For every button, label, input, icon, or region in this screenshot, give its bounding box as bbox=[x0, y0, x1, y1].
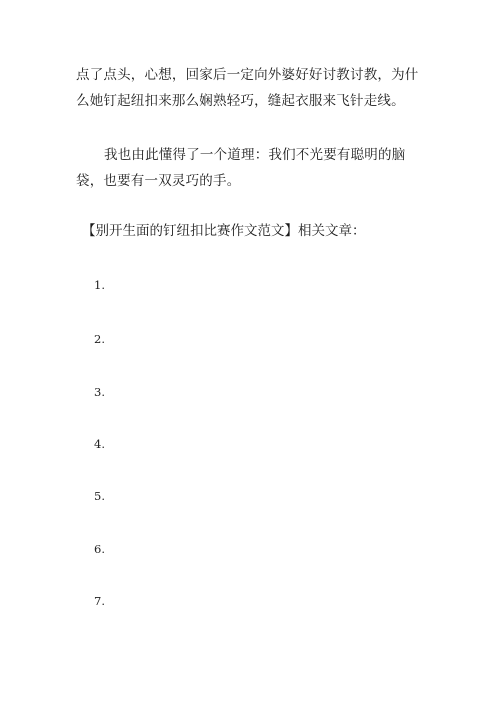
related-articles-heading: 【别开生面的钉纽扣比赛作文范文】相关文章： bbox=[82, 223, 366, 239]
list-item-number-4: 4. bbox=[94, 437, 105, 451]
list-item-number-7: 7. bbox=[94, 594, 105, 608]
list-item-number-3: 3. bbox=[94, 385, 105, 399]
paragraph-continuation: 点了点头，心想，回家后一定向外婆好好讨教讨教，为什么她钉起纽扣来那么娴熟轻巧，缝起衣服来飞针走线。 bbox=[76, 67, 419, 109]
list-item-number-5: 5. bbox=[94, 489, 105, 503]
list-item-number-6: 6. bbox=[94, 542, 105, 556]
paragraph-conclusion: 我也由此懂得了一个道理：我们不光要有聪明的脑袋，也要有一双灵巧的手。 bbox=[76, 147, 406, 189]
list-item-number-1: 1. bbox=[94, 278, 105, 292]
list-item-number-2: 2. bbox=[94, 332, 105, 346]
